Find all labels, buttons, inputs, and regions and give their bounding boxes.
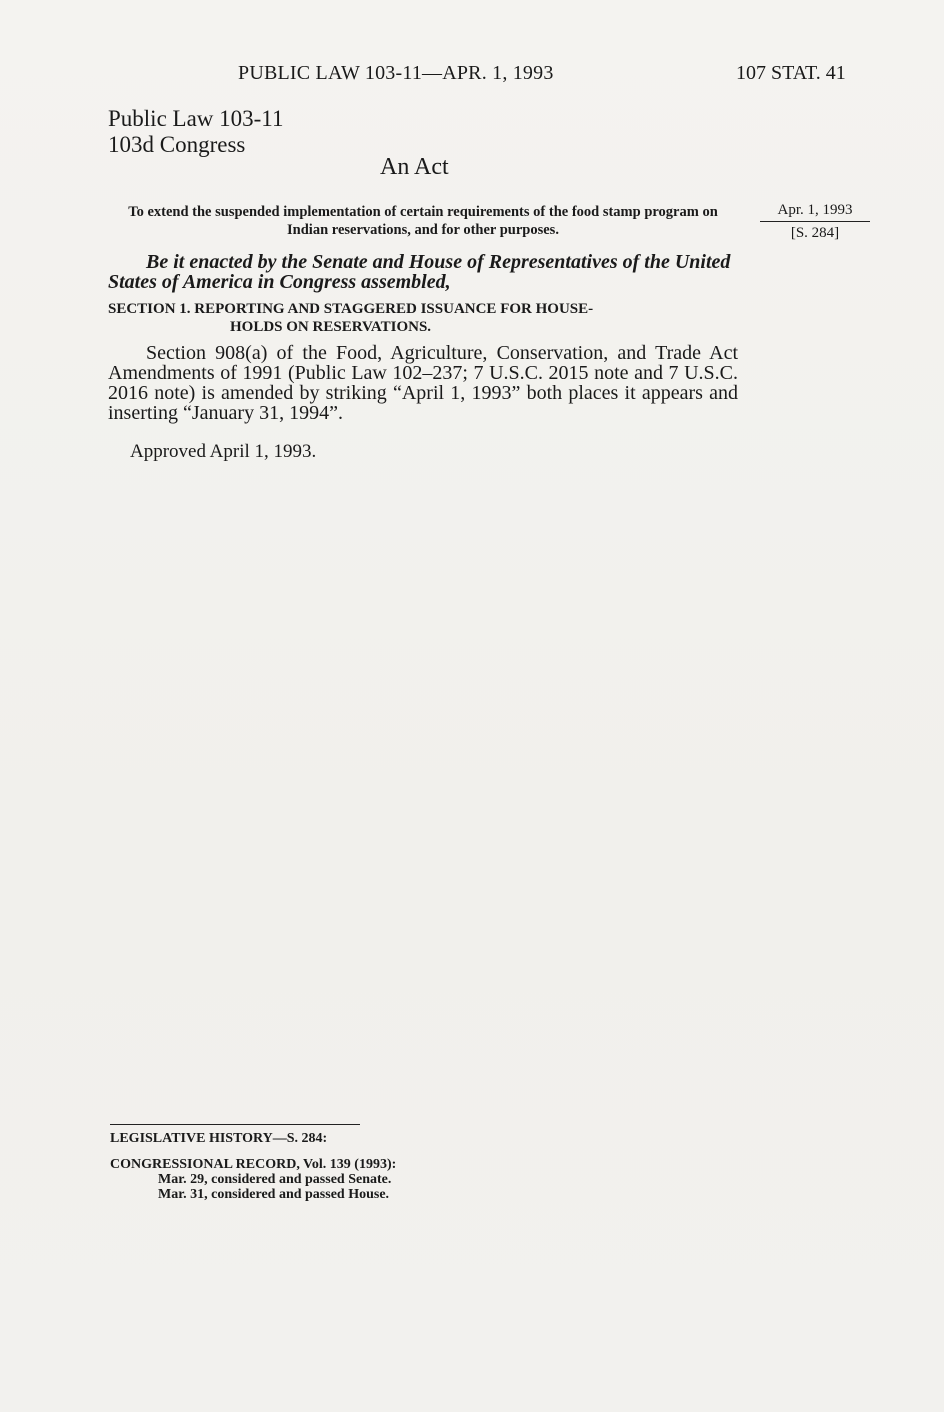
act-heading: An Act: [380, 154, 449, 180]
history-entry: Mar. 31, considered and passed House.: [158, 1187, 390, 1202]
approval-line: Approved April 1, 1993.: [130, 441, 317, 462]
statute-page-number: 107 STAT. 41: [736, 62, 846, 84]
footnote-divider: [110, 1124, 360, 1125]
section-heading-line-2: HOLDS ON RESERVATIONS.: [230, 319, 432, 335]
section-heading-line-1: SECTION 1. REPORTING AND STAGGERED ISSUANCE FOR HOUSE-: [108, 301, 594, 317]
legislative-history: [110, 1131, 396, 1202]
margin-date: Apr. 1, 1993: [760, 202, 870, 222]
running-head: PUBLIC LAW 103-11—APR. 1, 1993: [238, 62, 554, 84]
margin-note: [760, 202, 870, 242]
congress-label: 103d Congress: [108, 132, 246, 157]
history-entry: Mar. 29, considered and passed Senate.: [158, 1172, 392, 1187]
legislative-history-title: LEGISLATIVE HISTORY—S. 284:: [110, 1131, 328, 1146]
margin-bill-number: [S. 284]: [790, 225, 840, 241]
purpose-text: To extend the suspended implementation of certain requirements of the food stamp program on Indian reservations, and for other purposes.: [128, 204, 718, 238]
enacting-clause: Be it enacted by the Senate and House of Representatives of the United States of America in Congress assembled,: [108, 251, 731, 293]
section-body: Section 908(a) of the Food, Agriculture, Conservation, and Trade Act Amendments of 1991 (Public Law 102–237; 7 U.S.C. 2015 note and 7 U.S.C. 2016 note) is amended by striking “April 1, 1993” both places it appears and inserting “January 31, 1994”.: [108, 342, 738, 424]
law-title-block: [108, 106, 283, 158]
congressional-record-label: CONGRESSIONAL RECORD, Vol. 139 (1993):: [110, 1157, 397, 1172]
section-heading: [108, 300, 738, 336]
public-law-number: Public Law 103-11: [108, 106, 284, 131]
